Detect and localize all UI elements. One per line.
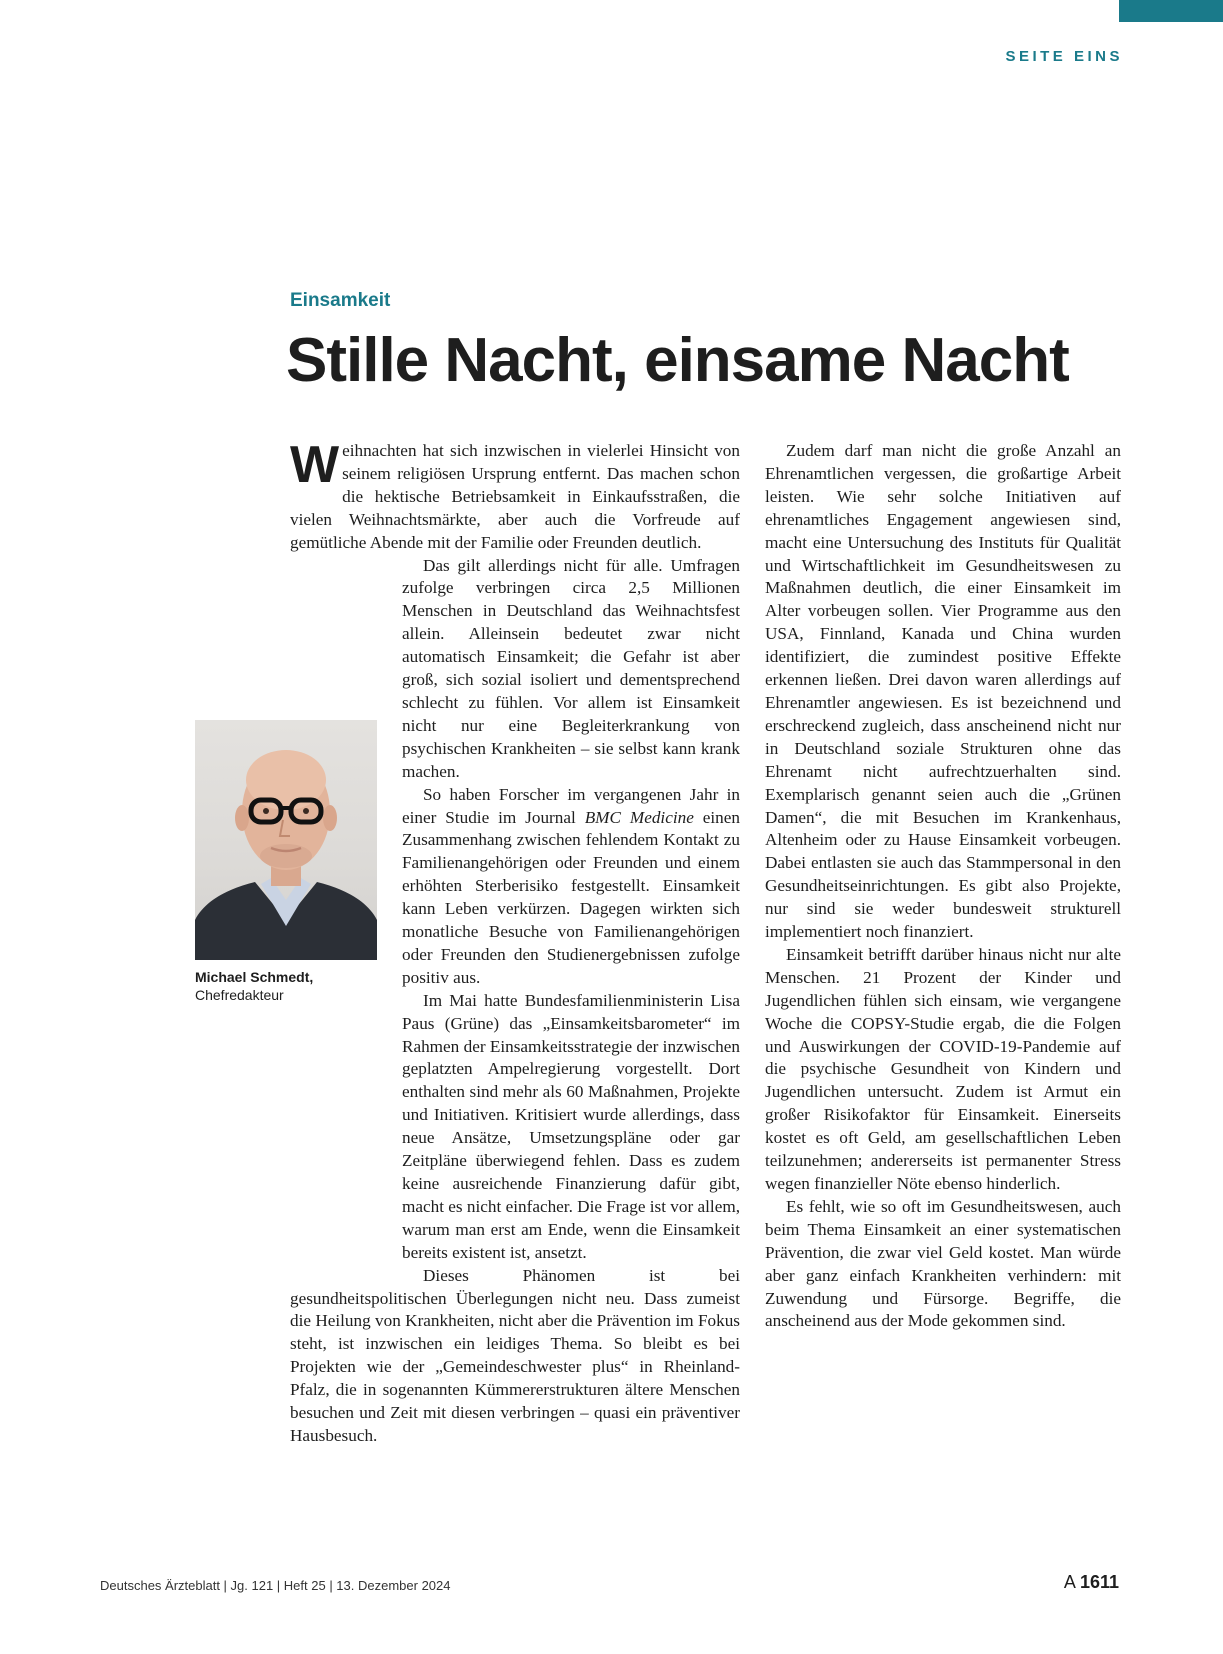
- page-number: A 1611: [1063, 1572, 1119, 1592]
- paragraph-3: So haben Forscher im vergangenen Jahr in einer Studie im Journal BMC Medicine einen Zusammenhang zwischen fehlendem Kontakt zu Familienangehörigen oder Freunden und einem erhöhten Sterberisiko festgestellt. Einsamkeit kann Leben verkürzen. Dagegen wirkten sich monatliche Besuche von Familienangehörigen oder Freunden den Studienergebnissen zufolge positiv aus.: [402, 784, 740, 987]
- author-name: Michael Schmedt,: [195, 969, 314, 985]
- paragraph-5: Dieses Phänomen ist bei gesundheitspolitischen Überlegungen nicht neu. Dass zumeist die Heilung von Krankheiten, nicht aber die Prävention im Fokus steht, ist inzwischen ein leidiges Thema. So bleibt es bei Projekten wie der „Gemeindeschwester plus“ in Rheinland-Pfalz, die in sogenannten Kümmererstrukturen ältere Menschen besuchen und Zeit mit diesen verbringen – quasi ein präventiver Hausbesuch.: [290, 1265, 740, 1445]
- author-photo: [195, 720, 377, 960]
- article-kicker: Einsamkeit: [290, 290, 391, 311]
- paragraph-7: Einsamkeit betrifft darüber hinaus nicht nur alte Menschen. 21 Prozent der Kinder und Jugendlichen fühlen sich einsam, wie vergangene Woche die COPSY-Studie ergab, die die Folgen und Auswirkungen der COVID-19-Pandemie auf die psychische Gesundheit von Kindern und Jugendlichen untersucht. Zudem ist Armut ein großer Risikofaktor für Einsamkeit. Einerseits kostet es oft Geld, am gesellschaftlichen Leben teilzunehmen; andererseits ist permanenter Stress wegen finanzieller Nöte ebenso hinderlich.: [765, 944, 1121, 1193]
- journal-name: BMC Medicine: [584, 807, 694, 827]
- section-label: SEITE EINS: [1005, 48, 1123, 65]
- drop-cap: W: [290, 436, 340, 494]
- paragraph-4: Im Mai hatte Bundesfamilienministerin Lisa Paus (Grüne) das „Einsamkeitsbarometer“ im Rahmen der Einsamkeitsstrategie der inzwischen geplatzten Ampelregierung vorgestellt. Dort enthalten sind mehr als 60 Maßnahmen, Projekte und Initiativen. Kritisiert wurde allerdings, dass neue Ansätze, Umsetzungspläne oder gar Zeitpläne überwiegend fehlen. Dass es zudem keine ausreichende Finanzierung dafür gibt, macht es nicht einfacher. Die Frage ist vor allem, warum man erst am Ende, wenn die Einsamkeit bereits existent ist, ansetzt.: [402, 990, 740, 1262]
- paragraph-6: Zudem darf man nicht die große Anzahl an Ehrenamtlichen vergessen, die großartige Arbeit leisten. Wie sehr solche Initiativen auf ehrenamtliches Engagement angewiesen sind, macht eine Untersuchung des Instituts für Qualität und Wirtschaftlichkeit im Gesundheitswesen zu Maßnahmen deutlich, die einer Einsamkeit im Alter vorbeugen sollen. Vier Programme aus den USA, Finnland, Kanada und China wurden identifiziert, die zumindest positive Effekte erkennen ließen. Drei davon waren allerdings auf Ehrenamtler angewiesen. Es ist bezeichnend und erschreckend zugleich, dass anscheinend nicht nur in Deutschland soziale Strukturen ohne das Ehrenamt nicht aufrechtzuerhalten sind. Exemplarisch genannt seien auch die „Grünen Damen“, die mit Besuchen im Krankenhaus, Altenheim oder zu Hause Einsamkeit vorbeugen. Dabei entlasten sie auch das Stammpersonal in den Gesundheitseinrichtungen. Es gibt also Projekte, nur sind sie weder bundesweit strukturell implementiert noch finanziert.: [765, 441, 1121, 942]
- paragraph-2: Das gilt allerdings nicht für alle. Umfragen zufolge verbringen circa 2,5 Millionen Menschen in Deutschland das Weihnachtsfest allein. Alleinsein bedeutet zwar nicht automatisch Einsamkeit; die Gefahr ist aber groß, sich sozial isoliert und dementsprechend schlecht zu fühlen. Vor allem ist Einsamkeit nicht nur eine Begleiterkrankung von psychischen Krankheiten – sie selbst kann krank machen.: [290, 555, 740, 784]
- author-role: Chefredakteur: [195, 987, 284, 1003]
- footer-citation: Deutsches Ärzteblatt | Jg. 121 | Heft 25 | 13. Dezember 2024: [100, 1578, 451, 1593]
- article-title: Stille Nacht, einsame Nacht: [286, 326, 1069, 395]
- photo-wrap-space: [290, 1020, 402, 1280]
- paragraph-8: Es fehlt, wie so oft im Gesundheitswesen, auch beim Thema Einsamkeit an einer systematischen Prävention, die zwar viel Geld kostet. Man würde aber ganz einfach Krankheiten verhindern: mit Zuwendung und Fürsorge. Begriffe, die anscheinend aus der Mode gekommen sind.: [765, 1196, 1121, 1331]
- article-column-right: [765, 440, 1121, 1333]
- teal-corner-bar: [1119, 0, 1223, 22]
- author-caption: [195, 968, 313, 1004]
- paragraph-1: Weihnachten hat sich inzwischen in vielerlei Hinsicht von seinem religiösen Ursprung entfernt. Das machen schon die hektische Betriebsamkeit in Einkaufsstraßen, die vielen Weihnachtsmärkte, aber auch die Vorfreude auf gemütliche Abende mit der Familie oder Freunden deutlich.: [290, 436, 740, 552]
